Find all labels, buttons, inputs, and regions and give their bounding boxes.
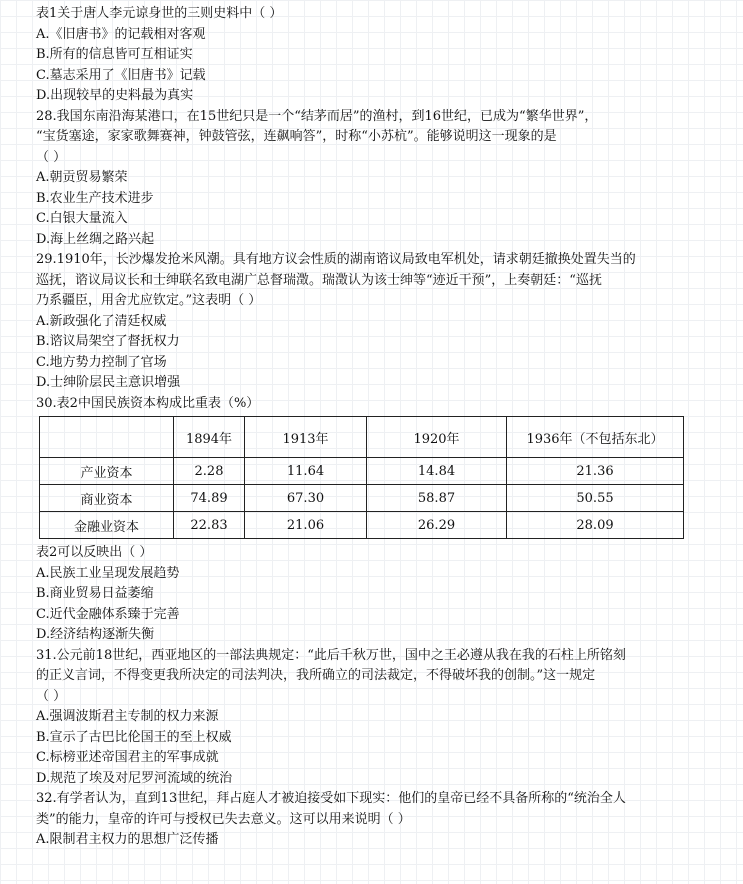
q30-option-a: A.民族工业呈现发展趋势 (36, 565, 180, 581)
table-header-row (40, 417, 684, 458)
table-cell: 74.89 (174, 485, 245, 512)
table-cell: 26.29 (367, 512, 507, 539)
table-row-label: 产业资本 (40, 458, 174, 485)
question-29-stem-line-1: 29.1910年，长沙爆发抢米风潮。具有地方议会性质的湖南谘议局致电军机处，请求朝廷撤换处置失当的 (36, 252, 636, 267)
question-31-stem-line-1: 31.公元前18世纪，西亚地区的一部法典规定：“此后千秋万世，国中之王必遵从我在我的石柱上所铭刻 (36, 647, 626, 663)
table-cell: 21.06 (245, 512, 367, 539)
text-block-bottom (36, 543, 726, 851)
table-cell: 67.30 (245, 485, 367, 512)
q28-option-b: B.农业生产技术进步 (36, 190, 154, 206)
table-header-cell: 1894年 (174, 417, 245, 458)
question-28-stem-line-1: 28.我国东南沿海某港口，在15世纪只是一个“结茅而居”的渔村，到16世纪，已成为“繁华世界”， (36, 108, 598, 124)
q29-option-a: A.新政强化了清廷权威 (36, 313, 167, 329)
q30-option-c: C.近代金融体系臻于完善 (36, 606, 180, 622)
question-28-stem-line-2: “宝货塞途，家家歌舞赛神，钟鼓管弦，连飙响答”，时称“小苏杭”。能够说明这一现象的是 (36, 129, 557, 144)
table-row (40, 485, 684, 512)
table-cell: 58.87 (367, 485, 507, 512)
q29-option-d: D.士绅阶层民主意识增强 (36, 375, 181, 390)
question-29-stem-line-3: 乃系疆臣，用舍尤应钦定。”这表明（ ） (36, 293, 262, 308)
question-32-stem-line-2: 类”的能力，皇帝的许可与授权已失去意义。这可以用来说明（ ） (36, 811, 411, 827)
q29-option-b: B.谘议局架空了督抚权力 (36, 334, 180, 349)
q32-option-a: A.限制君主权力的思想广泛传播 (36, 832, 219, 847)
q27-option-a: A.《旧唐书》的记载相对客观 (36, 26, 206, 42)
table-header-cell: 1920年 (367, 417, 507, 458)
table-row (40, 458, 684, 485)
table-cell: 2.28 (174, 458, 245, 485)
q30-option-d: D.经济结构逐渐失衡 (36, 627, 155, 642)
question-29-stem-line-2: 巡抚，谘议局议长和士绅联名致电湖广总督瑞澂。瑞澂认为该士绅等“迹近干预”，上奏朝廷：“巡抚 (36, 272, 602, 288)
table-cell: 11.64 (245, 458, 367, 485)
q31-option-d: D.规范了埃及对尼罗河流域的统治 (36, 770, 233, 786)
q31-option-a: A.强调波斯君主专制的权力来源 (36, 709, 219, 724)
question-27-stem: 表1关于唐人李元谅身世的三则史料中（ ） (36, 6, 283, 21)
question-30-table-caption: 30.表2中国民族资本构成比重表（%） (36, 395, 260, 411)
table-cell: 14.84 (367, 458, 507, 485)
q31-option-b: B.宣示了古巴比伦国王的至上权威 (36, 729, 232, 745)
q27-option-d: D.出现较早的史料最为真实 (36, 88, 194, 103)
table-row-label: 商业资本 (40, 485, 174, 512)
table-cell: 28.09 (507, 512, 684, 539)
q27-option-b: B.所有的信息皆可互相证实 (36, 47, 193, 62)
table-cell: 50.55 (507, 485, 684, 512)
table-header-cell (40, 417, 174, 458)
table-cell: 22.83 (174, 512, 245, 539)
table-header-cell: 1936年（不包括东北） (507, 417, 684, 458)
question-30-stem: 表2可以反映出（ ） (36, 545, 153, 560)
q31-option-c: C.标榜亚述帝国君主的军事成就 (36, 750, 219, 765)
q29-option-c: C.地方势力控制了官场 (36, 354, 167, 370)
text-block-top (36, 4, 726, 414)
question-28-stem-line-3: （ ） (36, 149, 67, 165)
q28-option-a: A.朝贡贸易繁荣 (36, 170, 128, 185)
table-row-label: 金融业资本 (40, 512, 174, 539)
q30-option-b: B.商业贸易日益萎缩 (36, 586, 154, 601)
table-row (40, 512, 684, 539)
q28-option-d: D.海上丝绸之路兴起 (36, 231, 155, 247)
table-header-cell: 1913年 (245, 417, 367, 458)
question-31-stem-line-3: （ ） (36, 688, 67, 704)
question-32-stem-line-1: 32.有学者认为，直到13世纪，拜占庭人才被迫接受如下现实：他们的皇帝已经不具备所称的“统治全人 (36, 791, 626, 806)
table-cell: 21.36 (507, 458, 684, 485)
document-page (36, 4, 726, 851)
q27-option-c: C.墓志采用了《旧唐书》记载 (36, 67, 206, 83)
question-31-stem-line-2: 的正义言词，不得变更我所决定的司法判决，我所确立的司法裁定，不得破坏我的创制。”这一规定 (36, 668, 596, 683)
capital-composition-table (39, 416, 684, 539)
q28-option-c: C.白银大量流入 (36, 211, 128, 226)
